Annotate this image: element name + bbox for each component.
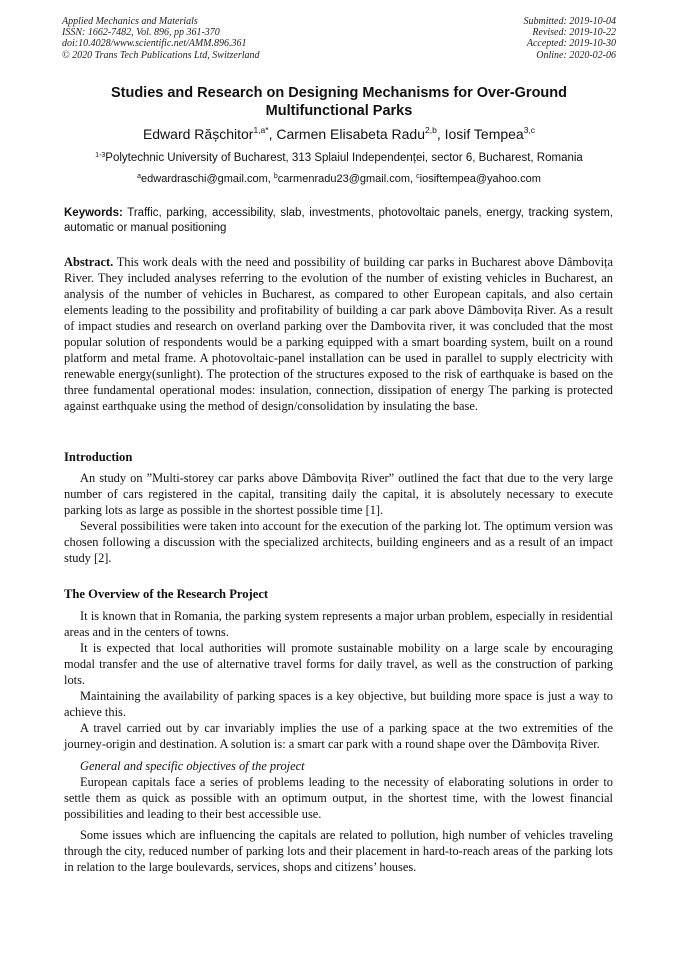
- author-name: Iosif Tempea: [444, 126, 524, 142]
- keywords-label: Keywords:: [64, 207, 123, 219]
- author-affil-mark: 1,a*: [253, 125, 269, 135]
- paragraph: Maintaining the availability of parking spaces is a key objective, but building more space is just a way to achieve this.: [64, 689, 613, 719]
- paragraph: Some issues which are influencing the capitals are related to pollution, high number of vehicles traveling through the city, reduced number of parking lots and their placement in hard-to-reach areas of the parking lots in relation to the large boulevards, services, shops and citizens’ houses.: [64, 828, 613, 874]
- keywords: [64, 206, 613, 235]
- author-separator: ,: [268, 126, 277, 142]
- affiliation-text: Polytechnic University of Bucharest, 313 Splaiul Independenței, sector 6, Bucharest, Romania: [105, 152, 583, 164]
- journal-name: Applied Mechanics and Materials: [62, 16, 198, 27]
- date-revised: Revised: 2019-10-22: [532, 27, 616, 39]
- author-name: Carmen Elisabeta Radu: [276, 126, 425, 142]
- submission-dates: [524, 16, 617, 61]
- email-separator: ,: [267, 173, 274, 185]
- overview-body: [64, 608, 613, 875]
- keywords-text: Traffic, parking, accessibility, slab, investments, photovoltaic panels, energy, tracking system, automatic or manual positioning: [64, 207, 613, 234]
- paragraph: A travel carried out by car invariably implies the use of a parking space at the two extremities of the journey-origin and destination. A solution is: a smart car park with a round shape over the Dâmbovița River.: [64, 721, 613, 751]
- email-mark: c: [416, 173, 420, 180]
- email-mark: a: [137, 173, 142, 180]
- date-submitted: Submitted: 2019-10-04: [523, 16, 616, 27]
- date-accepted: Accepted: 2019-10-30: [526, 38, 616, 50]
- email-link[interactable]: edwardraschi@gmail.com: [141, 173, 268, 185]
- paragraph: It is expected that local authorities will promote sustainable mobility on a large scale by encouraging modal transfer and the use of alternative travel forms for daily travel, as well as the construction of parking lots.: [64, 641, 613, 687]
- author-affil-mark: 2,b: [424, 125, 437, 135]
- journal-issn: ISSN: 1662-7482, Vol. 896, pp 361-370: [62, 27, 220, 39]
- paper-title: Studies and Research on Designing Mechanisms for Over-Ground Multifunctional Parks: [110, 85, 568, 119]
- abstract-label: Abstract.: [64, 255, 114, 269]
- overview-heading: The Overview of the Research Project: [64, 587, 269, 601]
- paragraph: An study on ”Multi-storey car parks above Dâmbovița River” outlined the fact that due to the very large number of cars registered in the capital, transiting daily the capital, it is absolutely necessary to execute parking lots as large as possible in the shortest possible time [1].: [64, 471, 613, 517]
- abstract-text: This work deals with the need and possibility of building car parks in Bucharest above Dâmbovița River. They included analyses referring to the evolution of the number of existing vehicles in Bucharest, an analysis of the number of vehicles in Bucharest, as compared to other European capitals, and also certain elements leading to the possibility and profitability of building a car park above Dâmbovița River. As a result of impact studies and research on overland parking over the Dambovita river, it was concluded that the most popular solution of respondents would be a parking equipped with a smart boarding system, built on a round platform and metal frame. A photovoltaic-panel installation can be used in parallel to supply electricity with renewable energy(sunlight). The protection of the structures exposed to the risk of earthquake is based on the three fundamental operational modes: insulation, connection, dissipation of energy The parking is protected against earthquake using the method of design/consolidation by insulating the base.: [64, 255, 613, 413]
- email-list: [62, 172, 616, 186]
- affiliation: [62, 151, 616, 165]
- author-name: Edward Rășchitor: [142, 126, 254, 142]
- author-affil-mark: 3,c: [523, 125, 536, 135]
- email-mark: b: [273, 173, 278, 180]
- introduction-body: [64, 470, 613, 566]
- abstract: [64, 254, 613, 414]
- journal-info: [62, 16, 260, 61]
- author-separator: ,: [436, 126, 445, 142]
- date-online: Online: 2020-02-06: [536, 49, 616, 61]
- journal-copyright: © 2020 Trans Tech Publications Ltd, Switzerland: [62, 49, 260, 61]
- journal-doi: doi:10.4028/www.scientific.net/AMM.896.361: [62, 38, 247, 50]
- subsection-heading: General and specific objectives of the project: [80, 759, 305, 773]
- affiliation-mark: 1-3: [95, 152, 106, 159]
- email-link[interactable]: carmenradu23@gmail.com: [277, 173, 411, 185]
- introduction-heading: Introduction: [64, 450, 133, 464]
- email-separator: ,: [410, 173, 417, 185]
- author-list: [62, 125, 616, 143]
- paragraph: European capitals face a series of problems leading to the necessity of elaborating solutions in order to settle them as quick as possible with an optimum output, in the shortest time, with the lowest financial possibilities and leading to their best accessible use.: [64, 775, 613, 821]
- paragraph: It is known that in Romania, the parking system represents a major urban problem, especially in residential areas and in the centers of towns.: [64, 609, 613, 639]
- email-link[interactable]: iosiftempea@yahoo.com: [419, 173, 541, 185]
- paragraph: Several possibilities were taken into account for the execution of the parking lot. The optimum version was chosen following a discussion with the specialized architects, building engineers and as a result of an impact study [2].: [64, 519, 613, 565]
